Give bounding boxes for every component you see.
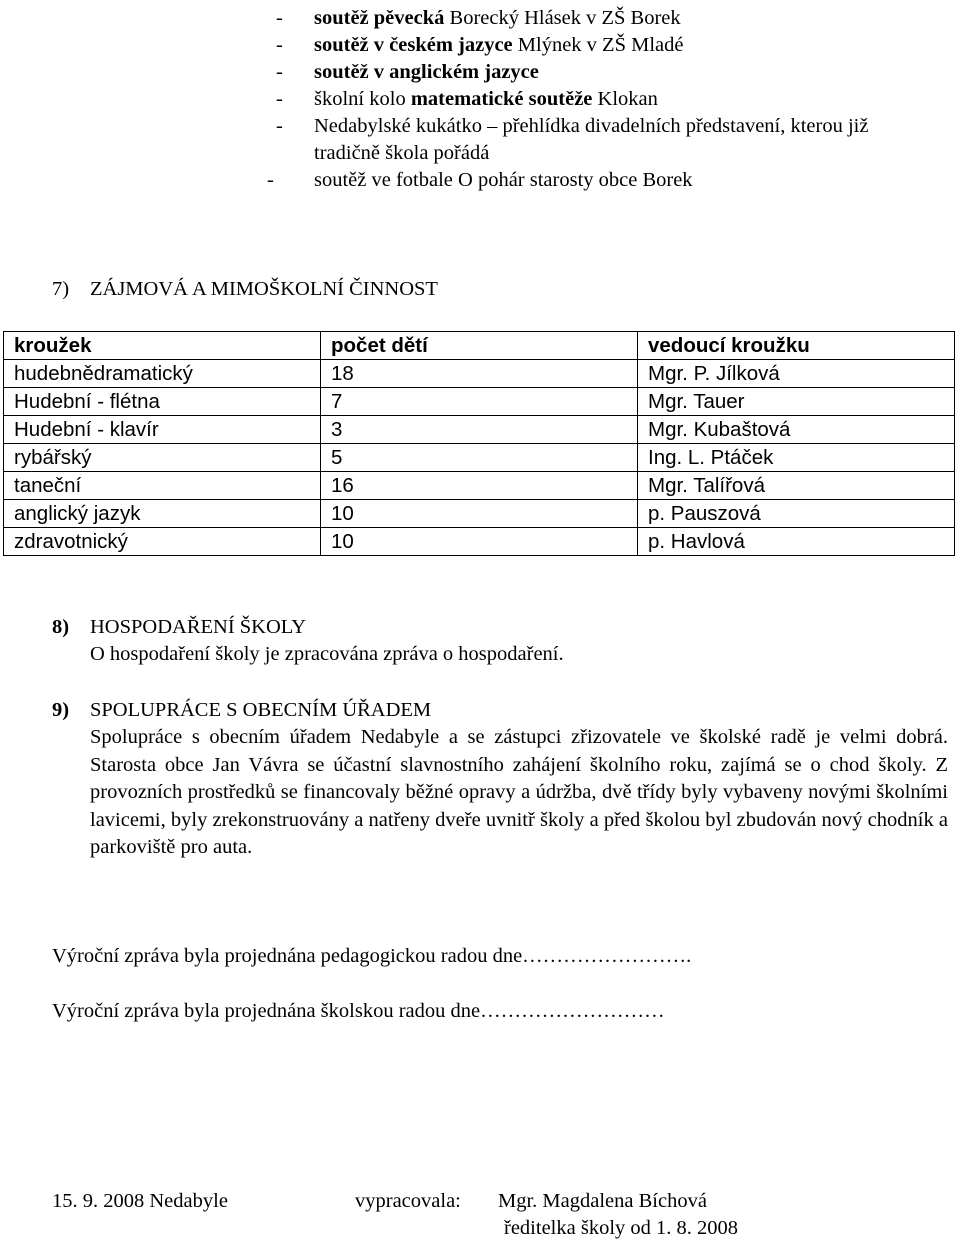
table-row xyxy=(4,472,955,500)
cell-leader: Mgr. P. Jílková xyxy=(638,360,955,388)
table-row xyxy=(4,444,955,472)
cell-children: 10 xyxy=(321,528,638,556)
table-row xyxy=(4,360,955,388)
cell-club: zdravotnický xyxy=(4,528,321,556)
list-item-text: Klokan xyxy=(592,88,658,110)
column-header-children: počet dětí xyxy=(321,332,638,360)
cell-club: hudebnědramatický xyxy=(4,360,321,388)
list-item xyxy=(276,113,934,167)
list-item-text: Nedabylské kukátko – přehlídka divadelních představení, kterou již tradičně škola pořádá xyxy=(314,115,869,164)
pedagogical-council-line: Výroční zpráva byla projednána pedagogickou radou dne……………………. xyxy=(52,945,692,967)
section-body: O hospodaření školy je zpracována zpráva o hospodaření. xyxy=(90,643,564,665)
list-item xyxy=(276,32,956,59)
section-title: HOSPODAŘENÍ ŠKOLY xyxy=(90,616,307,638)
section-body: Spolupráce s obecním úřadem Nedabyle a se zástupci zřizovatele ve školské radě je velmi dobrá. Starosta obce Jan Vávra se účastní slavnostního zahájení školního roku, zajímá se o chod školy. Z provozních prostředků se financovaly běžné opravy a údržba, dvě třídy byly vybaveny novými školními lavicemi, byly zrekonstruovány a natřeny dveře uvnitř školy a před školou byl zbudován nový chodník a parkoviště pro auta. xyxy=(90,726,948,859)
cell-leader: Mgr. Kubaštová xyxy=(638,416,955,444)
cell-leader: p. Havlová xyxy=(638,528,955,556)
list-item-bold: matematické soutěže xyxy=(410,88,593,110)
cell-club: Hudební - flétna xyxy=(4,388,321,416)
footer-author: Mgr. Magdalena Bíchová xyxy=(498,1190,707,1212)
list-item-bold: soutěž v českém jazyce xyxy=(314,34,513,56)
list-dash: - xyxy=(276,7,283,29)
table-row xyxy=(4,416,955,444)
footer-author-role: ředitelka školy od 1. 8. 2008 xyxy=(504,1217,739,1239)
cell-club: anglický jazyk xyxy=(4,500,321,528)
footer-date-place: 15. 9. 2008 Nedabyle xyxy=(52,1190,228,1212)
cell-children: 5 xyxy=(321,444,638,472)
table-row xyxy=(4,528,955,556)
list-item-bold: soutěž pěvecká xyxy=(314,7,445,29)
section-number: 9) xyxy=(52,699,70,721)
section-heading xyxy=(52,614,952,641)
section-number: 8) xyxy=(52,616,70,638)
cell-leader: p. Pauszová xyxy=(638,500,955,528)
cell-club: rybářský xyxy=(4,444,321,472)
section-title: ZÁJMOVÁ A MIMOŠKOLNÍ ČINNOST xyxy=(90,278,438,300)
table-row xyxy=(4,500,955,528)
section-title: SPOLUPRÁCE S OBECNÍM ÚŘADEM xyxy=(90,699,432,721)
section-8 xyxy=(52,614,952,668)
cell-club: taneční xyxy=(4,472,321,500)
section-9 xyxy=(52,697,952,861)
clubs-table xyxy=(3,331,955,556)
list-item xyxy=(276,5,956,32)
list-item xyxy=(267,167,956,194)
cell-children: 7 xyxy=(321,388,638,416)
bullet-list xyxy=(267,5,956,194)
cell-children: 10 xyxy=(321,500,638,528)
cell-leader: Mgr. Talířová xyxy=(638,472,955,500)
list-dash: - xyxy=(276,88,283,110)
cell-children: 16 xyxy=(321,472,638,500)
section-7-heading xyxy=(52,276,438,303)
section-heading xyxy=(52,697,952,724)
table-row xyxy=(4,388,955,416)
list-dash: - xyxy=(276,34,283,56)
cell-children: 18 xyxy=(321,360,638,388)
list-dash: - xyxy=(276,61,283,83)
cell-leader: Mgr. Tauer xyxy=(638,388,955,416)
list-dash: - xyxy=(276,115,283,137)
list-dash: - xyxy=(267,169,274,191)
list-item-text: Borecký Hlásek v ZŠ Borek xyxy=(444,7,681,29)
table-header-row xyxy=(4,332,955,360)
cell-club: Hudební - klavír xyxy=(4,416,321,444)
cell-children: 3 xyxy=(321,416,638,444)
school-board-line: Výroční zpráva byla projednána školskou radou dne……………………… xyxy=(52,1000,665,1022)
list-item-text: Mlýnek v ZŠ Mladé xyxy=(512,34,684,56)
list-item xyxy=(276,86,956,113)
list-item xyxy=(276,59,956,86)
cell-leader: Ing. L. Ptáček xyxy=(638,444,955,472)
section-number: 7) xyxy=(52,278,70,300)
column-header-leader: vedoucí kroužku xyxy=(638,332,955,360)
column-header-club: kroužek xyxy=(4,332,321,360)
footer-prepared-label: vypracovala: xyxy=(355,1190,461,1212)
footer xyxy=(52,1188,707,1215)
list-item-text: soutěž ve fotbale O pohár starosty obce Borek xyxy=(314,169,693,191)
list-item-text: školní kolo xyxy=(314,88,411,110)
list-item-bold: soutěž v anglickém jazyce xyxy=(314,61,539,83)
